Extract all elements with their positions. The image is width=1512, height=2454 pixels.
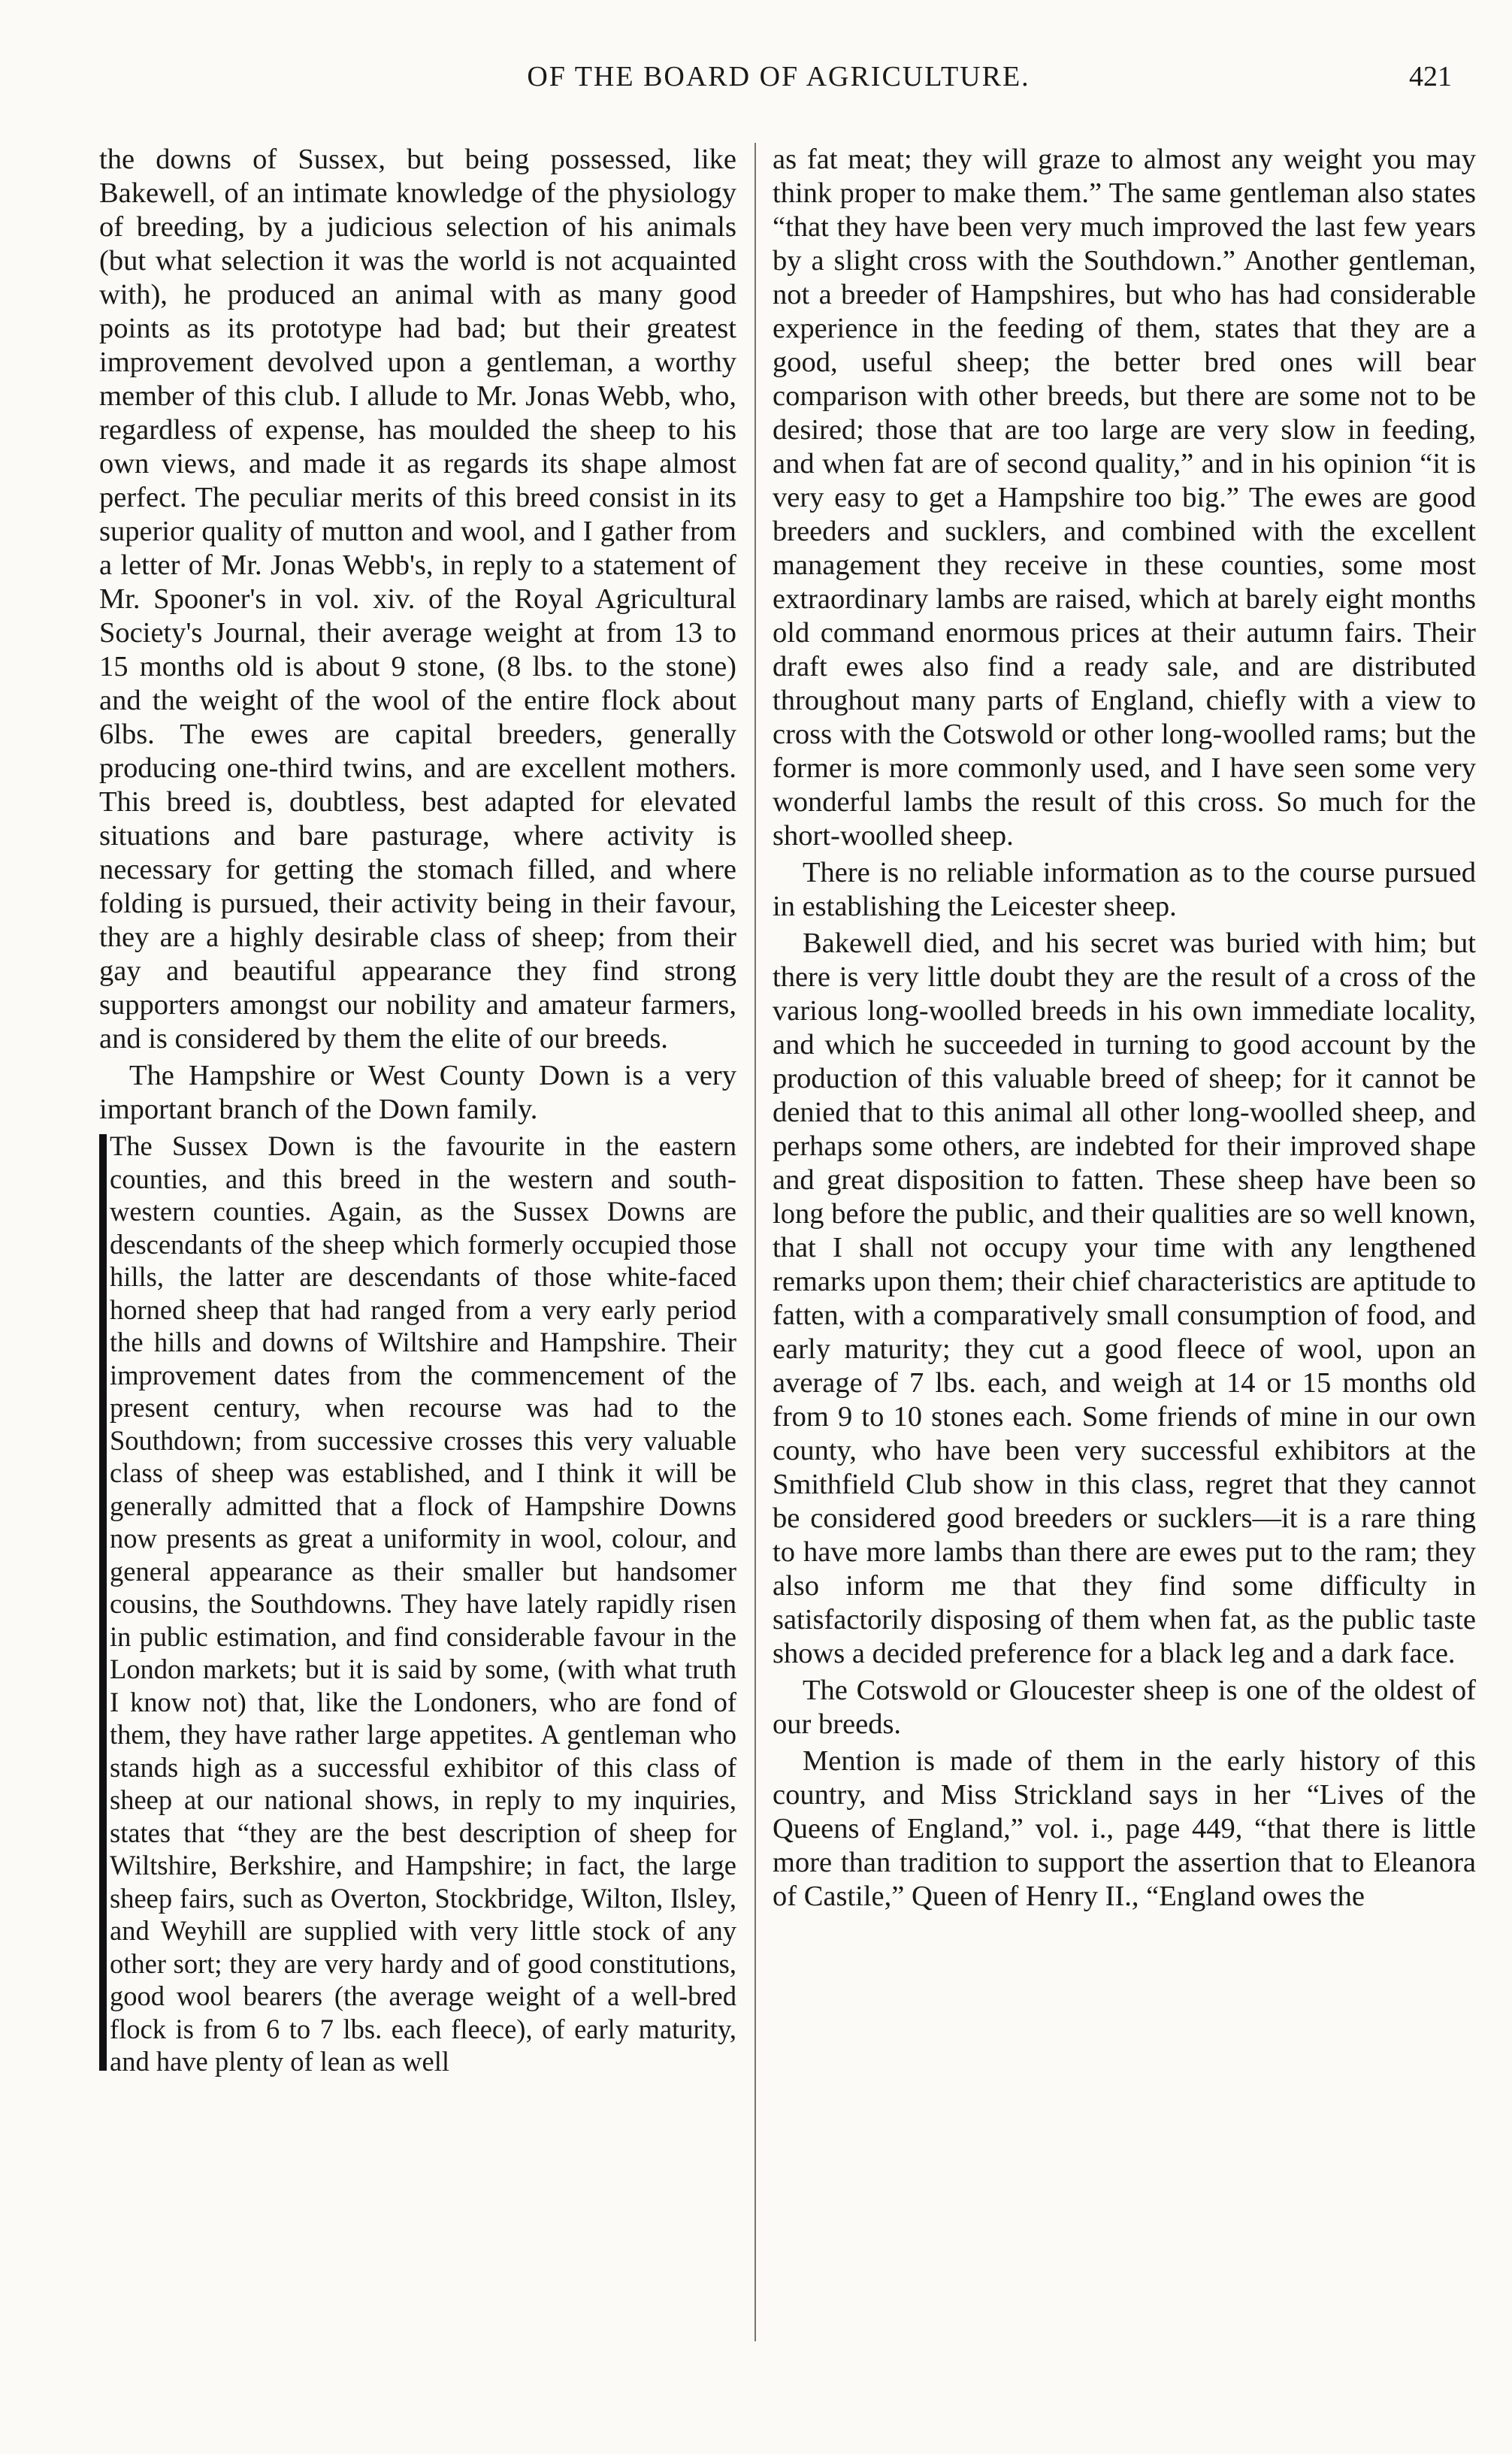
paragraph-leicester-intro: There is no reliable information as to the course pursued in establishing the Leicester sheep.	[773, 857, 1476, 922]
running-title: OF THE BOARD OF AGRICULTURE.	[527, 61, 1030, 92]
binding-shadow-bar	[99, 1134, 107, 2071]
paragraph-cotswold-history: Mention is made of them in the early history of this country, and Miss Strickland says in her “Lives of the Queens of England,” vol. i., page 449, “that there is little more than tradition to support the assertion that to Eleanora of Castile,” Queen of Henry II., “England owes the	[773, 1745, 1476, 1912]
paragraph-southdown-webb: the downs of Sussex, but being possessed, like Bakewell, of an intimate knowledge of the physiology of breeding, by a judicious selection of his animals (but what selection it was the world is not acquainted with), he produced an animal with as many good points as its prototype had bad; but their greatest improvement devolved upon a gentleman, a worthy member of this club. I allude to Mr. Jonas Webb, who, regardless of expense, has moulded the sheep to his own views, and made it as regards its shape almost perfect. The peculiar merits of this breed consist in its superior quality of mutton and wool, and I gather from a letter of Mr. Jonas Webb's, in reply to a statement of Mr. Spooner's in vol. xiv. of the Royal Agricultural Society's Journal, their average weight at from 13 to 15 months old is about 9 stone, (8 lbs. to the stone) and the weight of the wool of the entire flock about 6lbs. The ewes are capital breeders, generally producing one-third twins, and are excellent mothers. This breed is, doubtless, best adapted for elevated situations and bare pasturage, where activity is necessary for getting the stomach filled, and where folding is pursued, their activity being in their favour, they are a highly desirable class of sheep; from their gay and beautiful appearance they find strong supporters amongst our nobility and amateur farmers, and is considered by them the elite of our breeds.	[99, 144, 736, 1055]
paragraph-hampshire-detail: The Sussex Down is the favourite in the eastern counties, and this breed in the western and south-western counties. Again, as the Sussex Downs are descendants of the sheep which formerly occupied those hills, the latter are descendants of those white-faced horned sheep that had ranged from a very early period the hills and downs of Wiltshire and Hampshire. Their improvement dates from the commencement of the present century, when recourse was had to the Southdown; from successive crosses this very valuable class of sheep was established, and I think it will be generally admitted that a flock of Hampshire Downs now presents as great a uniformity in wool, colour, and general appearance as their smaller but handsomer cousins, the Southdowns. They have lately rapidly risen in public estimation, and find considerable favour in the London markets; but it is said by some, (with what truth I know not) that, like the Londoners, who are fond of them, they have rather large appetites. A gentleman who stands high as a successful exhibitor of this class of sheep at our national shows, in reply to my inquiries, states that “they are the best description of sheep for Wiltshire, Berkshire, and Hampshire; in fact, the large sheep fairs, such as Overton, Stockbridge, Wilton, Ilsley, and Weyhill are supplied with very little stock of any other sort; they are very hardy and of good constitutions, good wool bearers (the average weight of a well-bred flock is from 6 to 7 lbs. each fleece), of early maturity, and have plenty of lean as well	[110, 1130, 736, 2077]
right-column	[773, 143, 1476, 2379]
page-number: 421	[1409, 61, 1452, 92]
paragraph-hampshire-intro: The Hampshire or West County Down is a very important branch of the Down family.	[99, 1060, 736, 1125]
column-divider	[754, 143, 756, 2341]
paragraph-bakewell: Bakewell died, and his secret was buried with him; but there is very little doubt they are the result of a cross of the various long-woolled breeds in his own immediate locality, and which he succeeded in turning to good account by the production of this valuable breed of sheep; for it cannot be denied that to this animal all other long-woolled sheep, and perhaps some others, are indebted for their improved shape and great disposition to fatten. These sheep have been so long before the public, and their qualities are so well known, that I shall not occupy your time with any lengthened remarks upon them; their chief characteristics are aptitude to fatten, with a comparatively small consumption of food, and early maturity; they cut a good fleece of wool, upon an average of 7 lbs. each, and weigh at 14 or 15 months old from 9 to 10 stones each. Some friends of mine in our own county, who have been very successful exhibitors at the Smithfield Club show in this class, regret that they cannot be considered good breeders or sucklers—it is a rare thing to have more lambs than there are ewes put to the ram; they also inform me that they find some difficulty in satisfactorily disposing of them when fat, as the public taste shows a decided preference for a black leg and a dark face.	[773, 927, 1476, 1669]
paragraph-hampshire-continued: as fat meat; they will graze to almost any weight you may think proper to make them.” The same gentleman also states “that they have been very much improved the last few years by a slight cross with the Southdown.” Another gentleman, not a breeder of Hampshires, but who has had considerable experience in the feeding of them, states that they are a good, useful sheep; the better bred ones will bear comparison with other breeds, but there are some not to be desired; those that are too large are very slow in feeding, and when fat are of second quality,” and in his opinion “it is very easy to get a Hampshire too big.” The ewes are good breeders and sucklers, and combined with the excellent management they receive in these counties, some most extraordinary lambs are raised, which at barely eight months old command enormous prices at their autumn fairs. Their draft ewes also find a ready sale, and are distributed throughout many parts of England, chiefly with a view to cross with the Cotswold or other long-woolled rams; but the former is more commonly used, and I have seen some very wonderful lambs the result of this cross. So much for the short-woolled sheep.	[773, 144, 1476, 852]
paragraph-cotswold-intro: The Cotswold or Gloucester sheep is one of the oldest of our breeds.	[773, 1675, 1476, 1740]
hampshire-section	[99, 1130, 736, 2078]
running-head	[105, 60, 1452, 105]
left-column	[99, 143, 736, 2379]
